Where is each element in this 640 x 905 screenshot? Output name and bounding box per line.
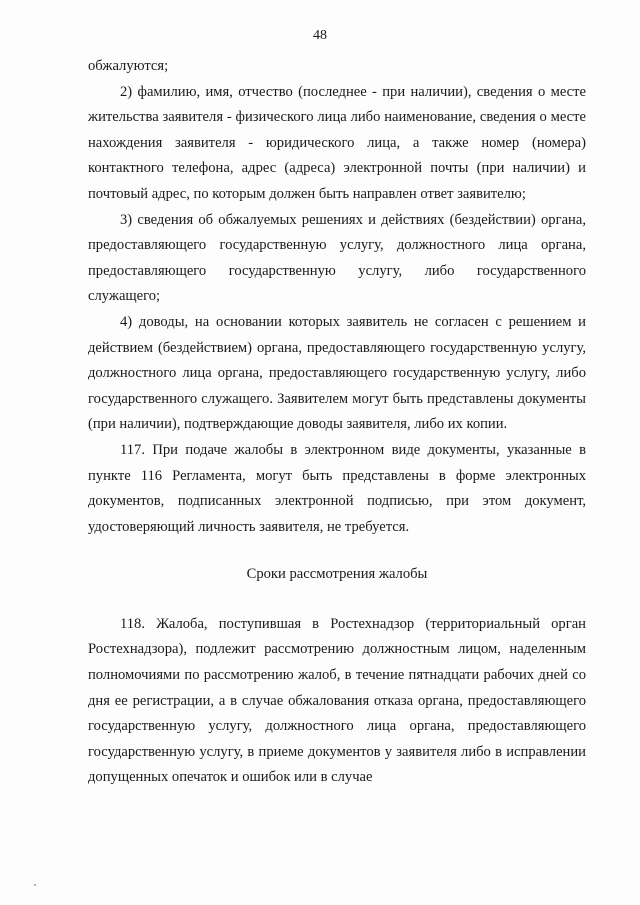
scan-speck	[34, 884, 36, 886]
document-body	[88, 54, 586, 791]
paragraph-item-3: 3) сведения об обжалуемых решениях и действиях (бездействии) органа, предоставляющего государственную услугу, должностного лица органа, предоставляющего государственную услугу, либо государственного служащего;	[88, 211, 586, 305]
page-number: 48	[313, 28, 327, 43]
paragraph-item-2: 2) фамилию, имя, отчество (последнее - при наличии), сведения о месте жительства заявителя - физического лица либо наименование, сведения о месте нахождения заявителя - юридического лица, а также номер (номера) контактного телефона, адрес (адреса) электронной почты (при наличии) и почтовый адрес, по которым должен быть направлен ответ заявителю;	[88, 83, 586, 202]
paragraph-item-4: 4) доводы, на основании которых заявитель не согласен с решением и действием (бездействием) органа, предоставляющего государственную услугу, должностного лица органа, предоставляющего государственную услугу, либо государственного служащего. Заявителем могут быть представлены документы (при наличии), подтверждающие доводы заявителя, либо их копии.	[88, 313, 586, 433]
paragraph-continuation: обжалуются;	[88, 58, 169, 74]
paragraph-117: 117. При подаче жалобы в электронном виде документы, указанные в пункте 116 Регламента, могут быть представлены в форме электронных документов, подписанных электронной подписью, при этом документ, удостоверяющий личность заявителя, не требуется.	[88, 441, 586, 535]
paragraph-118: 118. Жалоба, поступившая в Ростехнадзор (территориальный орган Ростехнадзора), подлежит рассмотрению должностным лицом, наделенным полномочиями по рассмотрению жалоб, в течение пятнадцати рабочих дней со дня ее регистрации, а в случае обжалования отказа органа, предоставляющего государственную услугу, должностного лица органа, предоставляющего государственную услугу, в приеме документов у заявителя либо в исправлении допущенных опечаток и ошибок или в случае	[88, 615, 586, 786]
section-heading: Сроки рассмотрения жалобы	[246, 566, 428, 583]
